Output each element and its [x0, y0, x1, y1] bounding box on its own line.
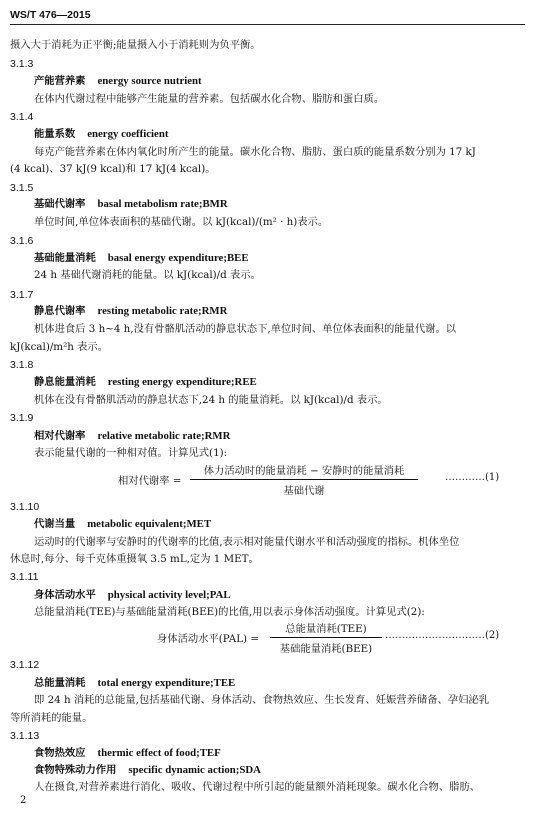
formula-1-denominator: 基础代谢	[283, 485, 325, 497]
fraction-bar	[190, 479, 418, 480]
term-en: specific dynamic action;SDA	[128, 764, 261, 776]
definition-text: 机体在没有骨骼肌活动的静息状态下,24 h 的能量消耗。以 kJ(kcal)/d 表示。	[34, 394, 388, 406]
term-heading	[34, 429, 230, 443]
definition-text: 人在摄食,对营养素进行消化、吸收、代谢过程中所引起的能量额外消耗现象。碳水化合物、脂肪、	[34, 781, 481, 793]
term-heading	[34, 676, 235, 690]
formula-2-numerator: 总能量消耗(TEE)	[285, 623, 367, 635]
formula-2-fraction	[270, 620, 382, 655]
term-en: metabolic equivalent;MET	[87, 518, 212, 530]
term-heading	[34, 517, 211, 531]
clause-number: 3.1.12	[10, 659, 40, 671]
term-en: energy coefficient	[87, 128, 169, 140]
page-number: 2	[20, 795, 27, 806]
term-zh: 能量系数	[34, 128, 76, 140]
term-zh: 身体活动水平	[34, 589, 96, 601]
term-en: physical activity level;PAL	[107, 589, 231, 601]
clause-number: 3.1.7	[10, 289, 34, 301]
term-zh: 产能营养素	[34, 75, 86, 87]
term-heading	[34, 588, 231, 602]
clause-number: 3.1.10	[10, 501, 40, 513]
clause-number: 3.1.5	[10, 182, 34, 194]
definition-text: 表示能量代谢的一种相对值。计算见式(1):	[34, 447, 228, 459]
term-zh: 代谢当量	[34, 518, 76, 530]
term-zh: 食物特殊动力作用	[34, 764, 117, 776]
standard-code-header: WS/T 476—2015	[10, 9, 91, 21]
clause-number: 3.1.11	[10, 571, 39, 583]
term-zh: 食物热效应	[34, 747, 86, 759]
term-zh: 相对代谢率	[34, 430, 86, 442]
formula-1-fraction	[190, 462, 418, 497]
clause-number: 3.1.9	[10, 412, 34, 424]
fraction-bar	[270, 637, 382, 638]
definition-text: 每克产能营养素在体内氧化时所产生的能量。碳水化合物、脂肪、蛋白质的能量系数分别为 17 kJ	[34, 146, 476, 158]
header-rule	[10, 24, 525, 25]
formula-2-lhs: 身体活动水平(PAL) =	[157, 633, 259, 645]
clause-number: 3.1.6	[10, 235, 34, 247]
term-zh: 总能量消耗	[34, 677, 86, 689]
definition-text: 总能量消耗(TEE)与基础能量消耗(BEE)的比值,用以表示身体活动强度。计算见式(2):	[34, 606, 425, 618]
definition-text: 单位时间,单位体表面积的基础代谢。以 kJ(kcal)/(m² · h)表示。	[34, 216, 329, 228]
formula-1-lhs: 相对代谢率 =	[118, 475, 182, 487]
clause-number: 3.1.4	[10, 111, 34, 123]
term-en: thermic effect of food;TEF	[97, 747, 221, 759]
term-en: basal energy expenditure;BEE	[107, 252, 249, 264]
clause-number: 3.1.3	[10, 58, 34, 70]
term-heading	[34, 74, 202, 88]
term-heading	[34, 197, 228, 211]
term-en: total energy expenditure;TEE	[97, 677, 236, 689]
definition-text-cont: 等所消耗的能量。	[10, 712, 93, 724]
term-heading	[34, 251, 249, 265]
term-heading	[34, 746, 221, 760]
term-heading	[34, 304, 227, 318]
definition-text-cont: (4 kcal)、37 kJ(9 kcal)和 17 kJ(4 kcal)。	[10, 163, 216, 175]
term-en: basal metabolism rate;BMR	[97, 198, 228, 210]
term-en: energy source nutrient	[97, 75, 202, 87]
definition-text: 24 h 基础代谢消耗的能量。以 kJ(kcal)/d 表示。	[34, 269, 261, 281]
term-heading-synonym	[34, 763, 261, 777]
term-zh: 基础能量消耗	[34, 252, 96, 264]
intro-text: 摄入大于消耗为正平衡;能量摄入小于消耗则为负平衡。	[10, 39, 261, 51]
clause-number: 3.1.13	[10, 730, 40, 742]
term-en: resting metabolic rate;RMR	[97, 305, 228, 317]
term-zh: 静息代谢率	[34, 305, 86, 317]
term-zh: 基础代谢率	[34, 198, 86, 210]
definition-text: 运动时的代谢率与安静时的代谢率的比值,表示相对能量代谢水平和活动强度的指标。机体坐位	[34, 536, 460, 548]
definition-text: 即 24 h 消耗的总能量,包括基础代谢、身体活动、食物热效应、生长发育、妊娠营养储备、孕妇泌乳	[34, 694, 489, 706]
term-zh: 静息能量消耗	[34, 376, 96, 388]
term-en: relative metabolic rate;RMR	[97, 430, 231, 442]
term-en: resting energy expenditure;REE	[107, 376, 257, 388]
term-heading	[34, 127, 168, 141]
definition-text-cont: kJ(kcal)/m²h 表示。	[10, 341, 108, 353]
equation-number: …………(1)	[445, 472, 500, 483]
formula-2-denominator: 基础能量消耗(BEE)	[279, 643, 373, 655]
definition-text: 在体内代谢过程中能够产生能量的营养素。包括碳水化合物、脂肪和蛋白质。	[34, 93, 385, 105]
definition-text: 机体进食后 3 h~4 h,没有骨骼肌活动的静息状态下,单位时间、单位体表面积的能量代谢。以	[34, 323, 457, 335]
clause-number: 3.1.8	[10, 359, 34, 371]
formula-1-numerator: 体力活动时的能量消耗 − 安静时的能量消耗	[203, 465, 405, 477]
definition-text-cont: 休息时,每分、每千克体重摄氧 3.5 mL,定为 1 MET。	[10, 553, 259, 565]
equation-number: …………………………(2)	[385, 630, 500, 641]
term-heading	[34, 375, 257, 389]
